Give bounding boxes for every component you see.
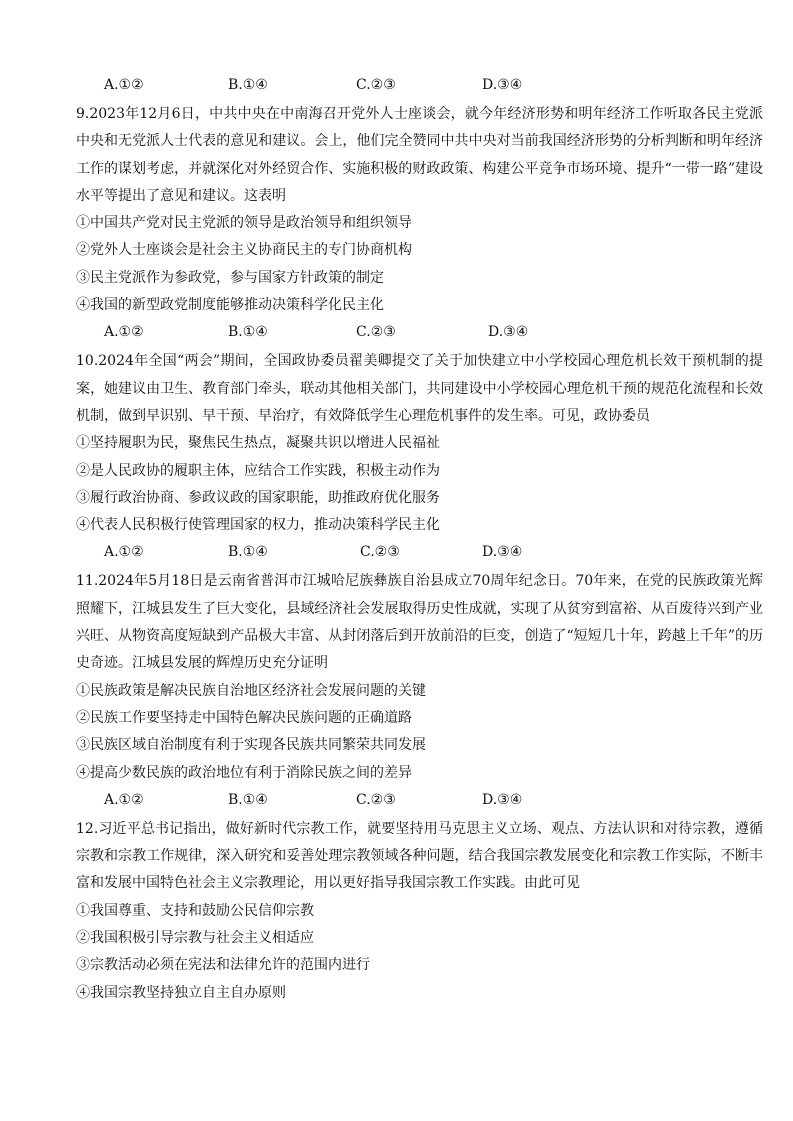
question-stem: 10.2024年全国“两会”期间，全国政协委员翟美卿提交了关于加快建立中小学校园心理危机长效干预机制的提案，她建议由卫生、教育部门牵头，联动其他相关部门，共同建设中小学校园心理危机干预的规范化流程和长效机制，做到早识别、早干预、早治疗，有效降低学生心理危机事件的发生率。可见，政协委员 — [76, 353, 763, 424]
choice-item-4: ④代表人民积极行使管理国家的权力，推动决策科学民主化 — [76, 517, 440, 534]
choice-item-3: ③履行政治协商、参政议政的国家职能，助推政府优化服务 — [76, 489, 440, 506]
option-d: D.③④ — [482, 77, 523, 93]
question-9 — [76, 101, 763, 343]
answer-options — [76, 321, 763, 343]
choice-item-4: ④提高少数民族的政治地位有利于消除民族之间的差异 — [76, 764, 412, 781]
choice-item-1: ①坚持履职为民，聚焦民生热点，凝聚共识以增进人民福祉 — [76, 435, 440, 452]
answer-options — [76, 789, 763, 811]
question-stem: 12.习近平总书记指出，做好新时代宗教工作，就要坚持用马克思主义立场、观点、方法认识和对待宗教，遵循宗教和宗教工作规律，深入研究和妥善处理宗教领域各种问题，结合我国宗教发展变化和宗教工作实际，不断丰富和发展中国特色社会主义宗教理论，用以更好指导我国宗教工作实践。由此可见 — [76, 820, 763, 892]
choice-item-4: ④我国的新型政党制度能够推动决策科学化民主化 — [76, 297, 384, 314]
choice-item-2: ②民族工作要坚持走中国特色解决民族问题的正确道路 — [76, 709, 412, 726]
question-12 — [76, 816, 763, 1007]
choice-item-4: ④我国宗教坚持独立自主自办原则 — [76, 984, 286, 1001]
choice-item-2: ②我国积极引导宗教与社会主义相适应 — [76, 930, 314, 947]
option-a: A.①② — [104, 77, 144, 93]
option-a: A.①② — [104, 544, 144, 561]
question-stem: 9.2023年12月6日，中共中央在中南海召开党外人士座谈会，就今年经济形势和明年经济工作听取各民主党派中央和无党派人士代表的意见和建议。会上，他们完全赞同中共中央对当前我国经济形势的分析判断和明年经济工作的谋划考虑，并就深化对外经贸合作、实施积极的财政政策、构建公平竞争市场环境、提升“一带一路”建设水平等提出了意见和建议。这表明 — [76, 106, 763, 204]
choice-item-3: ③民主党派作为参政党，参与国家方针政策的制定 — [76, 269, 384, 286]
choice-item-1: ①我国尊重、支持和鼓励公民信仰宗教 — [76, 902, 314, 919]
choice-item-1: ①民族政策是解决民族自治地区经济社会发展问题的关键 — [76, 682, 426, 699]
question-11 — [76, 568, 763, 810]
answer-options — [76, 74, 763, 96]
option-a: A.①② — [104, 791, 144, 808]
option-b: B.①④ — [228, 324, 268, 341]
option-b: B.①④ — [228, 791, 268, 808]
option-c: C.②③ — [360, 544, 400, 561]
choice-item-2: ②是人民政协的履职主体，应结合工作实践，积极主动作为 — [76, 462, 440, 479]
option-b: B.①④ — [228, 77, 268, 93]
choice-item-2: ②党外人士座谈会是社会主义协商民主的专门协商机构 — [76, 242, 412, 259]
option-b: B.①④ — [228, 544, 268, 561]
choice-item-3: ③宗教活动必须在宪法和法律允许的范围内进行 — [76, 957, 370, 974]
question-stem: 11.2024年5月18日是云南省普洱市江城哈尼族彝族自治县成立70周年纪念日。70年来，在党的民族政策光辉照耀下，江城县发生了巨大变化，县域经济社会发展取得历史性成就，实现了从贫穷到富裕、从百废待兴到产业兴旺、从物资高度短缺到产品极大丰富、从封闭落后到开放前沿的巨变，创造了“短短几十年，跨越上千年”的历史奇迹。江城县发展的辉煌历史充分证明 — [76, 573, 763, 672]
option-c: C.②③ — [356, 791, 396, 808]
option-c: C.②③ — [356, 324, 396, 341]
question-10 — [76, 348, 763, 563]
option-c: C.②③ — [356, 77, 396, 93]
answer-options — [76, 541, 763, 563]
option-d: D.③④ — [482, 544, 523, 561]
option-a: A.①② — [104, 324, 144, 341]
choice-item-1: ①中国共产党对民主党派的领导是政治领导和组织领导 — [76, 215, 412, 232]
choice-item-3: ③民族区域自治制度有利于实现各民族共同繁荣共同发展 — [76, 737, 426, 754]
option-d: D.③④ — [482, 791, 523, 808]
option-d: D.③④ — [488, 324, 529, 341]
